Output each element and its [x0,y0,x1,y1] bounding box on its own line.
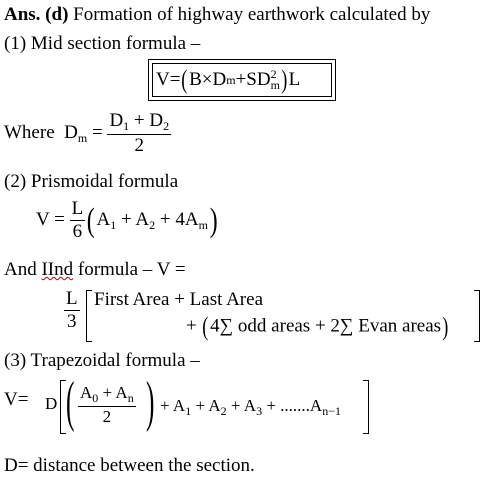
where-dm [4,110,171,157]
prism-fraction [70,198,86,243]
prism-a2: + A [116,208,150,230]
trap-an1-sub: n−1 [322,404,341,418]
prism-num: L [71,198,84,219]
trap-a1: + A [160,396,186,415]
iind-row1: First Area + Last Area [94,289,264,310]
trap-a1-sub: 1 [185,404,192,418]
iind-word: IInd [41,259,74,280]
trap-a0: A [80,383,93,402]
prism-den: 6 [72,221,83,242]
where-d2-sub: 2 [163,119,170,133]
trap-rest [160,396,341,419]
trapezoidal-heading: (3) Trapezoidal formula – [4,350,200,371]
iind-row2-body: 4∑ odd areas + 2∑ Evan areas [210,315,442,337]
prism-a2-sub: 2 [149,217,156,232]
trap-inner-close-paren: ) [146,371,155,433]
iind-post: formula – V = [73,259,186,280]
iind-left-bracket [86,290,92,342]
iind-row2-close: ) [442,312,449,341]
mid-sub: m [270,78,280,92]
prismoidal-formula [36,198,219,243]
mid-sd: +SD [235,69,271,90]
where-plus-d: + D [129,110,164,131]
iind-right-bracket [474,290,480,342]
mid-open-paren: ( [181,65,188,94]
where-dm-sub: m [77,130,88,145]
prismoidal-heading: (2) Prismoidal formula [4,171,179,192]
mid-l: L [288,69,301,90]
prism-lhs: V = [36,208,65,230]
mid-b: B×D [189,69,227,90]
trap-fraction [78,383,136,427]
trap-a2-sub: 2 [220,404,227,418]
prism-open-paren: ( [86,201,95,239]
mid-b-sub: m [226,72,236,87]
mid-lhs: V= [156,69,181,90]
d-definition: D= distance between the section. [4,455,255,476]
where-d1-sub: 1 [123,119,130,133]
answer-text: Formation of highway earthwork calculated by [68,4,431,25]
trap-an-sub: n [127,391,134,405]
trap-lhs: V= [4,389,29,410]
where-label: Where [4,121,55,143]
mid-section-formula-box [148,59,336,101]
mid-section-formula [152,63,332,97]
iind-pre: And [4,259,42,280]
mid-supsub [271,69,280,91]
trap-a0-sub: 0 [92,391,99,405]
iind-num: L [66,288,78,309]
trap-den: 2 [102,407,112,426]
trap-an1: + .......A [262,396,323,415]
trap-a3: + A [226,396,257,415]
where-eq: = [87,121,103,143]
trap-an: + A [98,383,128,402]
answer-heading [4,4,430,26]
prism-am: + 4A [155,208,199,230]
trap-a3-sub: 3 [256,404,263,418]
answer-label: Ans. (d) [4,4,69,25]
where-dm-var: D [64,121,78,143]
iind-heading [4,259,186,281]
where-den: 2 [134,135,145,156]
trap-a2: + A [191,396,221,415]
where-d1: D [109,110,124,131]
prism-close-paren: ) [209,201,218,239]
iind-fraction [64,288,80,333]
trap-outer-right-bracket [363,380,369,434]
iind-row2-open: ( [202,312,209,341]
mid-section-heading: (1) Mid section formula – [4,33,201,54]
iind-den: 3 [67,311,77,332]
iind-row2 [186,312,450,342]
where-fraction [107,110,171,157]
prism-a1: A [96,208,111,230]
trap-inner-open-paren: ( [66,371,75,433]
iind-row2-plus: + [186,315,197,337]
prism-am-sub: m [198,217,208,232]
mid-close-paren: ) [281,65,288,94]
prism-a1-sub: 1 [110,217,117,232]
trap-d: D [45,394,58,413]
mid-sup: 2 [270,67,277,81]
